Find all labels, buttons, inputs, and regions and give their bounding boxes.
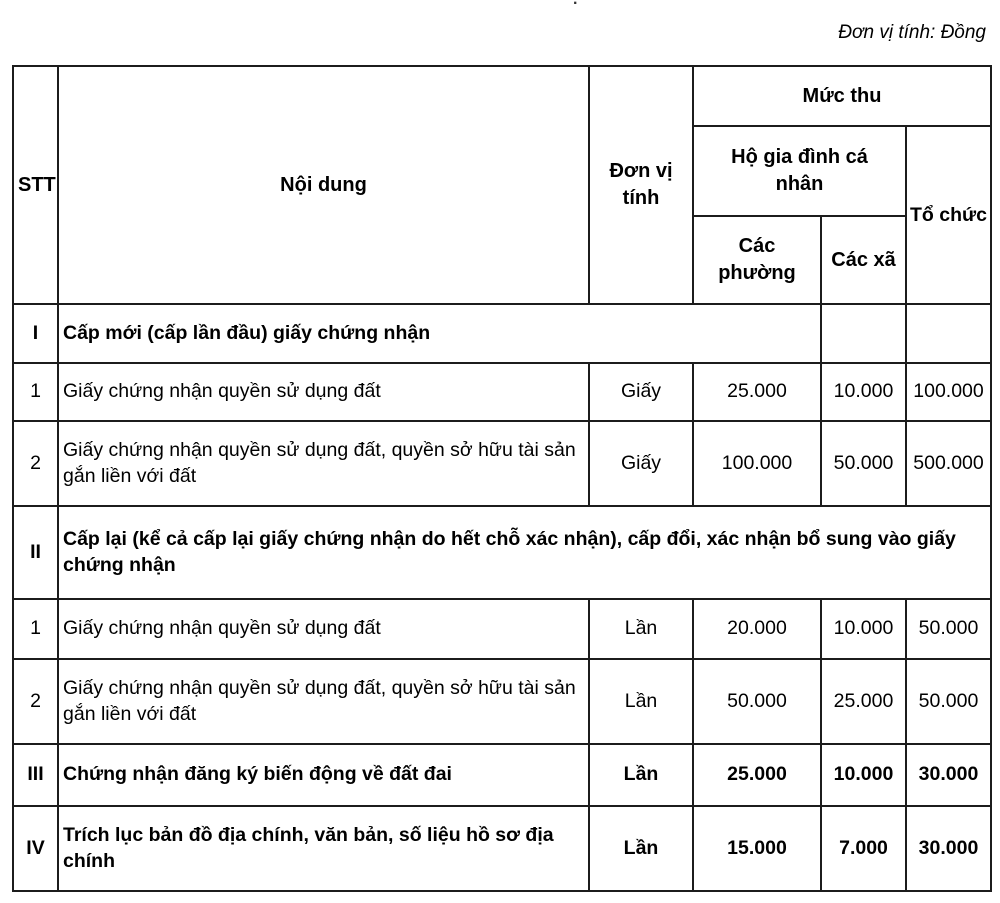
row-content-cell: Trích lục bản đồ địa chính, văn bản, số liệu hồ sơ địa chính (58, 806, 589, 891)
fee-phuong-cell: 25.000 (693, 744, 821, 806)
row-content-cell: Giấy chứng nhận quyền sử dụng đất (58, 599, 589, 659)
row-content-cell: Cấp lại (kể cả cấp lại giấy chứng nhận do hết chỗ xác nhận), cấp đổi, xác nhận bổ sung vào giấy chứng nhận (58, 506, 991, 599)
unit-cell: Lần (589, 744, 693, 806)
header-cell-cac-phuong: Các phường (693, 216, 821, 304)
unit-cell: Giấy (589, 421, 693, 506)
fee-phuong-cell: 50.000 (693, 659, 821, 744)
table-row-section-III (13, 744, 991, 806)
fee-schedule-table (12, 65, 992, 892)
fee-phuong-cell: 100.000 (693, 421, 821, 506)
fee-xa-cell: 7.000 (821, 806, 906, 891)
fee-tochuc-cell: 50.000 (906, 599, 991, 659)
header-cell-stt: STT (13, 66, 58, 304)
row-stt-cell: IV (13, 806, 58, 891)
header-cell-noi-dung: Nội dung (58, 66, 589, 304)
fee-xa-cell: 50.000 (821, 421, 906, 506)
fee-tochuc-cell: 50.000 (906, 659, 991, 744)
header-cell-to-chuc: Tổ chức (906, 126, 991, 304)
row-stt-cell: II (13, 506, 58, 599)
fee-phuong-cell: 20.000 (693, 599, 821, 659)
row-stt-cell: 1 (13, 363, 58, 421)
table-row-item (13, 363, 991, 421)
fee-tochuc-cell: 500.000 (906, 421, 991, 506)
row-content-cell: Giấy chứng nhận quyền sử dụng đất, quyền sở hữu tài sản gắn liền với đất (58, 659, 589, 744)
table-row-item (13, 599, 991, 659)
fee-tochuc-cell: 30.000 (906, 744, 991, 806)
unit-cell: Giấy (589, 363, 693, 421)
row-stt-cell: 2 (13, 659, 58, 744)
header-cell-cac-xa: Các xã (821, 216, 906, 304)
row-stt-cell: 2 (13, 421, 58, 506)
row-stt-cell: 1 (13, 599, 58, 659)
unit-cell: Lần (589, 806, 693, 891)
header-cell-don-vi-tinh: Đơn vị tính (589, 66, 693, 304)
unit-cell: Lần (589, 599, 693, 659)
row-content-cell: Cấp mới (cấp lần đầu) giấy chứng nhận (58, 304, 821, 363)
currency-unit-note: Đơn vị tính: Đồng (838, 22, 986, 43)
stray-dot-mark (573, 0, 577, 9)
fee-phuong-cell: 25.000 (693, 363, 821, 421)
table-row-section-I (13, 304, 991, 363)
fee-xa-cell: 10.000 (821, 363, 906, 421)
table-header (13, 66, 991, 304)
table-row-section-IV (13, 806, 991, 891)
fee-xa-cell: 25.000 (821, 659, 906, 744)
table-body (13, 304, 991, 891)
empty-fee-xa-cell (821, 304, 906, 363)
fee-tochuc-cell: 30.000 (906, 806, 991, 891)
row-content-cell: Giấy chứng nhận quyền sử dụng đất (58, 363, 589, 421)
row-content-cell: Giấy chứng nhận quyền sử dụng đất, quyền sở hữu tài sản gắn liền với đất (58, 421, 589, 506)
fee-xa-cell: 10.000 (821, 744, 906, 806)
table-row-item (13, 421, 991, 506)
unit-cell: Lần (589, 659, 693, 744)
fee-xa-cell: 10.000 (821, 599, 906, 659)
row-content-cell: Chứng nhận đăng ký biến động về đất đai (58, 744, 589, 806)
header-row-1 (13, 66, 991, 126)
table-row-section-II (13, 506, 991, 599)
row-stt-cell: I (13, 304, 58, 363)
fee-phuong-cell: 15.000 (693, 806, 821, 891)
header-cell-muc-thu: Mức thu (693, 66, 991, 126)
empty-fee-tochuc-cell (906, 304, 991, 363)
table-row-item (13, 659, 991, 744)
fee-tochuc-cell: 100.000 (906, 363, 991, 421)
header-cell-ho-gia-dinh-ca-nhan: Hộ gia đình cá nhân (693, 126, 906, 216)
row-stt-cell: III (13, 744, 58, 806)
